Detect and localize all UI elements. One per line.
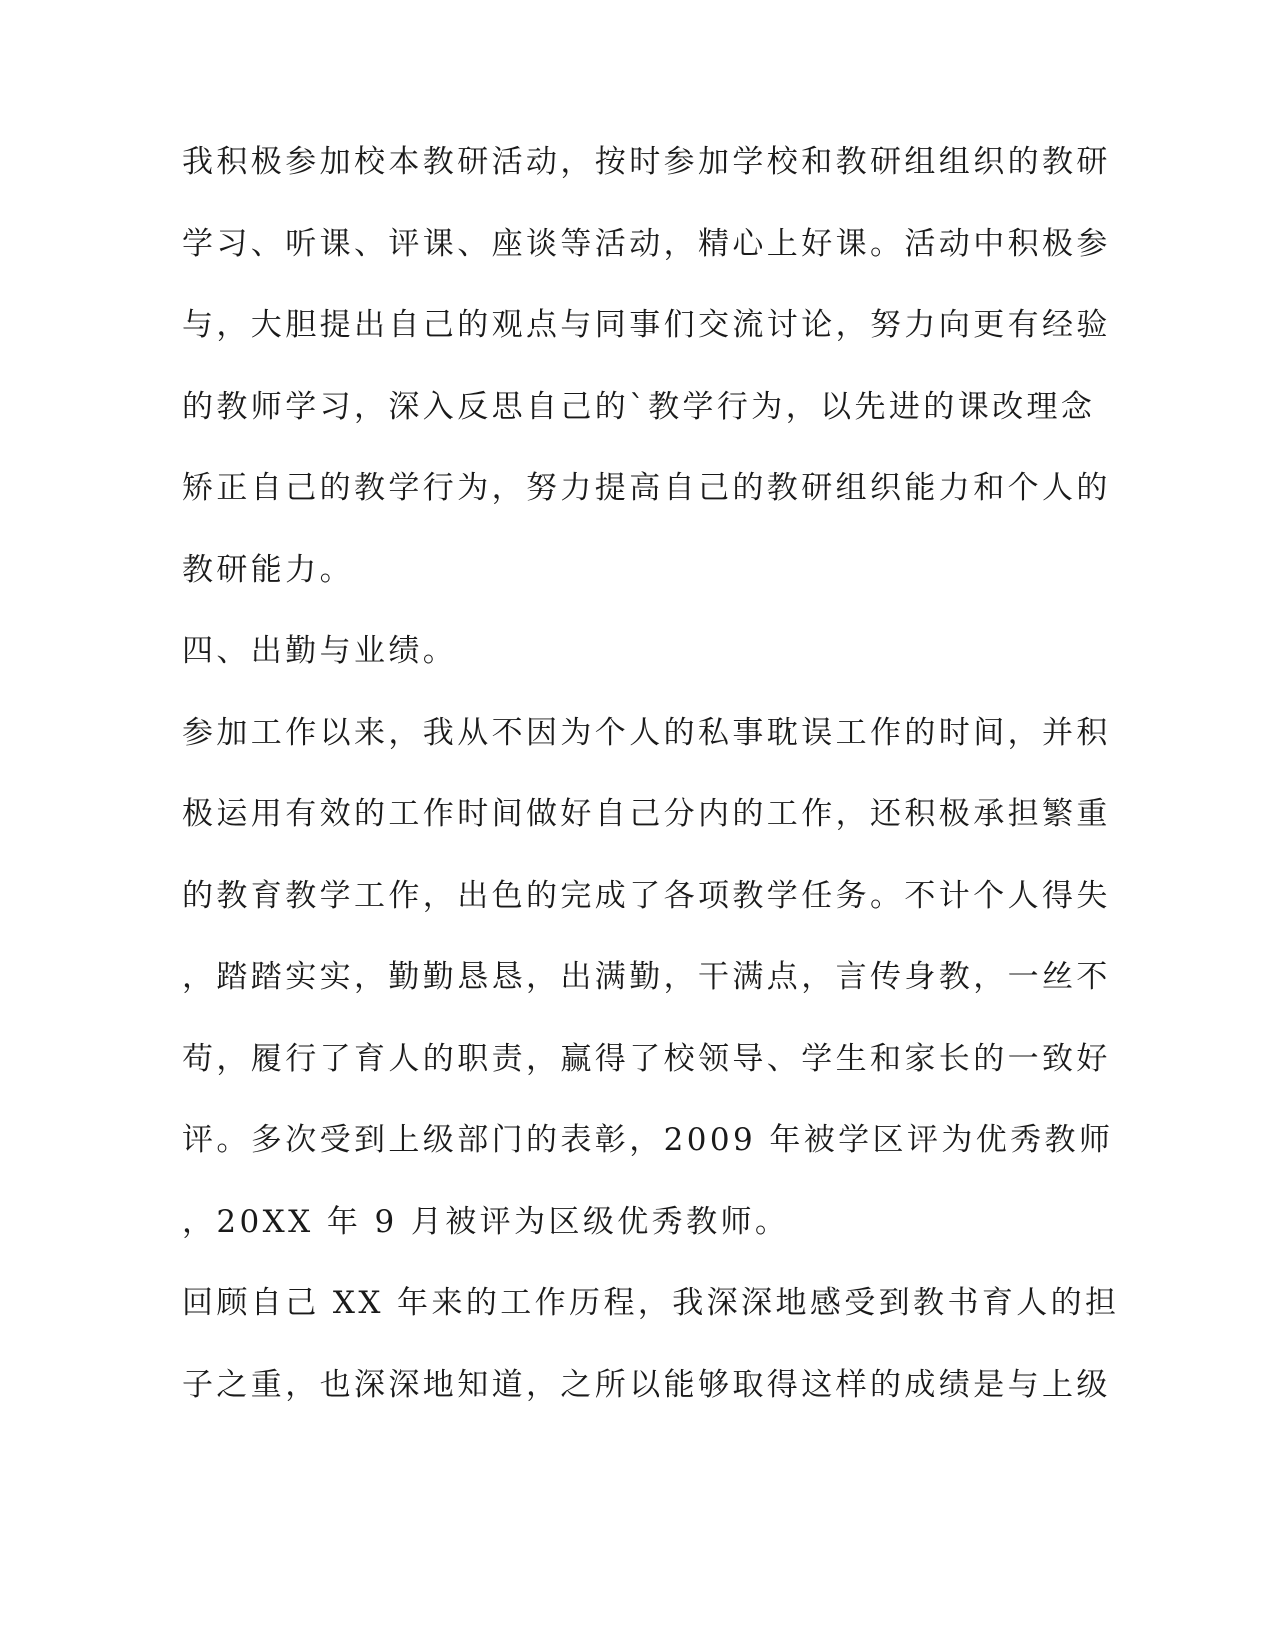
paragraph-line: 评。多次受到上级部门的表彰，2009 年被学区评为优秀教师 [182,1122,1114,1158]
paragraph-line: 苟，履行了育人的职责，赢得了校领导、学生和家长的一致好 [182,1041,1111,1077]
paragraph-line: 极运用有效的工作时间做好自己分内的工作，还积极承担繁重 [182,796,1111,832]
paragraph-line: 参加工作以来，我从不因为个人的私事耽误工作的时间，并积 [182,715,1111,751]
paragraph-line: 与，大胆提出自己的观点与同事们交流讨论，努力向更有经验 [182,307,1111,343]
paragraph-line: 的教育教学工作，出色的完成了各项教学任务。不计个人得失 [182,878,1111,914]
paragraph-line: 我积极参加校本教研活动，按时参加学校和教研组组织的教研 [182,144,1111,180]
paragraph-line: ，踏踏实实，勤勤恳恳，出满勤，干满点，言传身教，一丝不 [182,959,1111,995]
paragraph-line: 矫正自己的教学行为，努力提高自己的教研组织能力和个人的 [182,470,1111,506]
paragraph-line: 学习、听课、评课、座谈等活动，精心上好课。活动中积极参 [182,226,1111,262]
paragraph-line: 教研能力。 [182,552,354,588]
paragraph-line: 子之重，也深深地知道，之所以能够取得这样的成绩是与上级 [182,1367,1111,1403]
section-heading: 四、出勤与业绩。 [182,633,458,669]
paragraph-line: 回顾自己 XX 年来的工作历程，我深深地感受到教书育人的担 [182,1285,1120,1321]
paragraph-line: 的教师学习，深入反思自己的`教学行为，以先进的课改理念 [182,389,1096,425]
paragraph-line: ，20XX 年 9 月被评为区级优秀教师。 [182,1204,790,1240]
